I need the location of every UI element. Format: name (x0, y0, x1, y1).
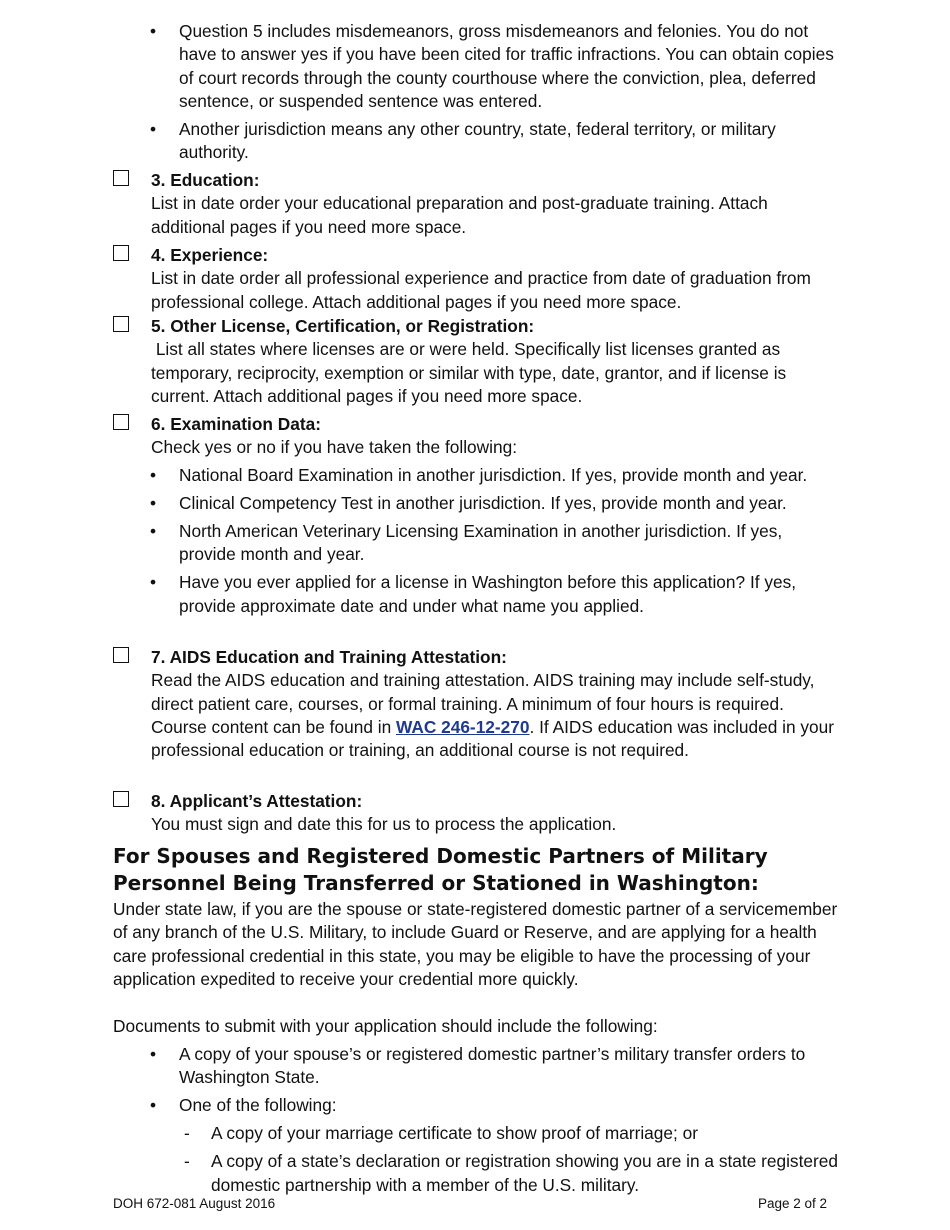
bullet-glyph: • (150, 465, 157, 485)
examination-bullet-list (0, 464, 839, 623)
experience-checkbox[interactable] (113, 245, 129, 261)
section-attestation (113, 790, 843, 837)
list-item (0, 520, 839, 567)
list-item (0, 571, 839, 618)
section-other-license (113, 315, 843, 408)
bullet-glyph: • (150, 21, 157, 41)
bullet-glyph: • (150, 492, 157, 513)
section-body: Check yes or no if you have taken the following: (151, 437, 517, 458)
section-title: 3. Education: (151, 170, 260, 190)
military-paragraph: Under state law, if you are the spouse or state-registered domestic partner of a servicemember of any branch of the U.S. Military, to include Guard or Reserve, and are applying for a health care professional credential in this state, you may be eligible to have the processing of your application expedited to receive your credential more quickly. (113, 899, 838, 989)
sub-item-text: A copy of a state’s declaration or registration showing you are in a state registered domestic partnership with a member of the U.S. military. (211, 1151, 838, 1195)
education-checkbox[interactable] (113, 170, 129, 186)
section-body: You must sign and date this for us to process the application. (151, 814, 617, 835)
footer-page-number: Page 2 of 2 (757, 1196, 827, 1211)
military-documents-intro: Documents to submit with your application should include the following: (113, 1016, 658, 1036)
dash-glyph: - (184, 1123, 190, 1144)
bullet-text: One of the following: (179, 1095, 337, 1116)
bullet-glyph: • (150, 520, 157, 541)
military-heading: For Spouses and Registered Domestic Partners of Military Personnel Being Transferred or Stationed in Washington: (113, 844, 768, 895)
list-item (0, 20, 839, 113)
sub-item-text: A copy of your marriage certificate to show proof of marriage; or (211, 1123, 698, 1144)
bullet-glyph: • (150, 572, 157, 593)
dash-glyph: - (184, 1151, 190, 1172)
section-examination (113, 413, 843, 460)
bullet-text: Have you ever applied for a license in Washington before this application? If yes, provide approximate date and under what name you applied. (179, 572, 797, 616)
bullet-glyph: • (150, 1095, 157, 1116)
section-title: 4. Experience: (151, 245, 269, 265)
list-item (0, 1043, 839, 1090)
list-item (0, 464, 839, 487)
bullet-text: National Board Examination in another jurisdiction. If yes, provide month and year. (179, 465, 808, 485)
aids-body-before: Read the AIDS education and training attestation. AIDS training may include self-study, direct patient care, courses, or formal training. A minimum of four hours is required. Course content can be found in (151, 670, 815, 737)
other-license-checkbox[interactable] (113, 316, 129, 332)
bullet-text: Another jurisdiction means any other country, state, federal territory, or military authority. (179, 118, 776, 163)
section-experience (113, 244, 843, 314)
list-item (0, 118, 839, 165)
bullet-text: Question 5 includes misdemeanors, gross misdemeanors and felonies. You do not have to answer yes if you have been cited for traffic infractions. You can obtain copies of court records through the county courthouse where the conviction, plea, deferred sentence, or suspended sentence was entered. (179, 21, 834, 111)
section-title: 8. Applicant’s Attestation: (151, 791, 363, 811)
section-education (113, 169, 843, 239)
bullet-text: Clinical Competency Test in another jurisdiction. If yes, provide month and year. (179, 492, 787, 513)
list-item (0, 1150, 841, 1197)
list-item (0, 1122, 841, 1145)
examination-checkbox[interactable] (113, 414, 129, 430)
attestation-checkbox[interactable] (113, 791, 129, 807)
section-title: 6. Examination Data: (151, 414, 321, 434)
bullet-text: North American Veterinary Licensing Examination in another jurisdiction. If yes, provide month and year. (179, 520, 783, 565)
top-bullet-list (0, 20, 839, 169)
section-body (151, 669, 843, 762)
section-title: 5. Other License, Certification, or Registration: (151, 316, 535, 336)
bullet-glyph: • (150, 118, 157, 139)
wac-link[interactable]: WAC 246-12-270 (395, 716, 530, 737)
section-body: List in date order your educational preparation and post-graduate training. Attach additional pages if you need more space. (151, 193, 768, 237)
aids-body-after: . If AIDS education was included in your professional education or training, an additional course is not required. (151, 716, 835, 761)
list-item (0, 1094, 839, 1117)
footer-form-id: DOH 672-081 August 2016 (113, 1196, 276, 1211)
military-bullet-list (0, 1043, 841, 1202)
section-title: 7. AIDS Education and Training Attestation: (151, 647, 507, 667)
bullet-text: A copy of your spouse’s or registered domestic partner’s military transfer orders to Washington State. (179, 1044, 806, 1088)
section-aids (113, 646, 843, 762)
bullet-glyph: • (150, 1044, 157, 1064)
section-body: List in date order all professional experience and practice from date of graduation from professional college. Attach additional pages if you need more space. (151, 268, 811, 312)
section-body: List all states where licenses are or were held. Specifically list licenses granted as temporary, reciprocity, exemption or similar with type, date, grantor, and if license is current. Attach additional pages if you need more space. (151, 339, 791, 406)
aids-checkbox[interactable] (113, 647, 129, 663)
list-item (0, 492, 839, 515)
